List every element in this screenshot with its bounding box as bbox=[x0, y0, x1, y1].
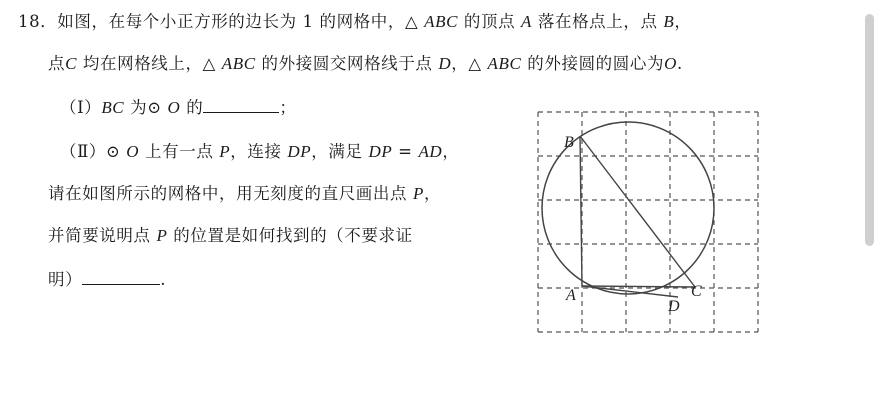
question-line-6: 并简要说明点 P 的位置是如何找到的（不要求证 bbox=[48, 226, 413, 245]
segment-AC bbox=[582, 286, 695, 287]
question-line-7: 明） . bbox=[48, 270, 167, 289]
label-C: C bbox=[691, 283, 702, 300]
question-line-2: 点C 均在网格线上，△ ABC 的外接圆交网格线于点 D，△ ABC 的外接圆的圆心为O. bbox=[48, 54, 683, 73]
segment-BC bbox=[580, 136, 695, 287]
part-1-line: （Ⅰ）BC 为⊙ O 的 ； bbox=[60, 98, 297, 117]
label-B: B bbox=[564, 134, 574, 151]
question-line-5: 请在如图所示的网格中，用无刻度的直尺画出点 P， bbox=[48, 184, 442, 203]
label-A: A bbox=[566, 287, 576, 304]
label-D: D bbox=[668, 298, 680, 315]
part-2-line: （Ⅱ）⊙ O 上有一点 P，连接 DP，满足 DP = AD， bbox=[60, 142, 460, 161]
question-line-1: 18．如图，在每个小正方形的边长为 1 的网格中，△ ABC 的顶点 A 落在格点上，点 B， bbox=[18, 12, 692, 31]
